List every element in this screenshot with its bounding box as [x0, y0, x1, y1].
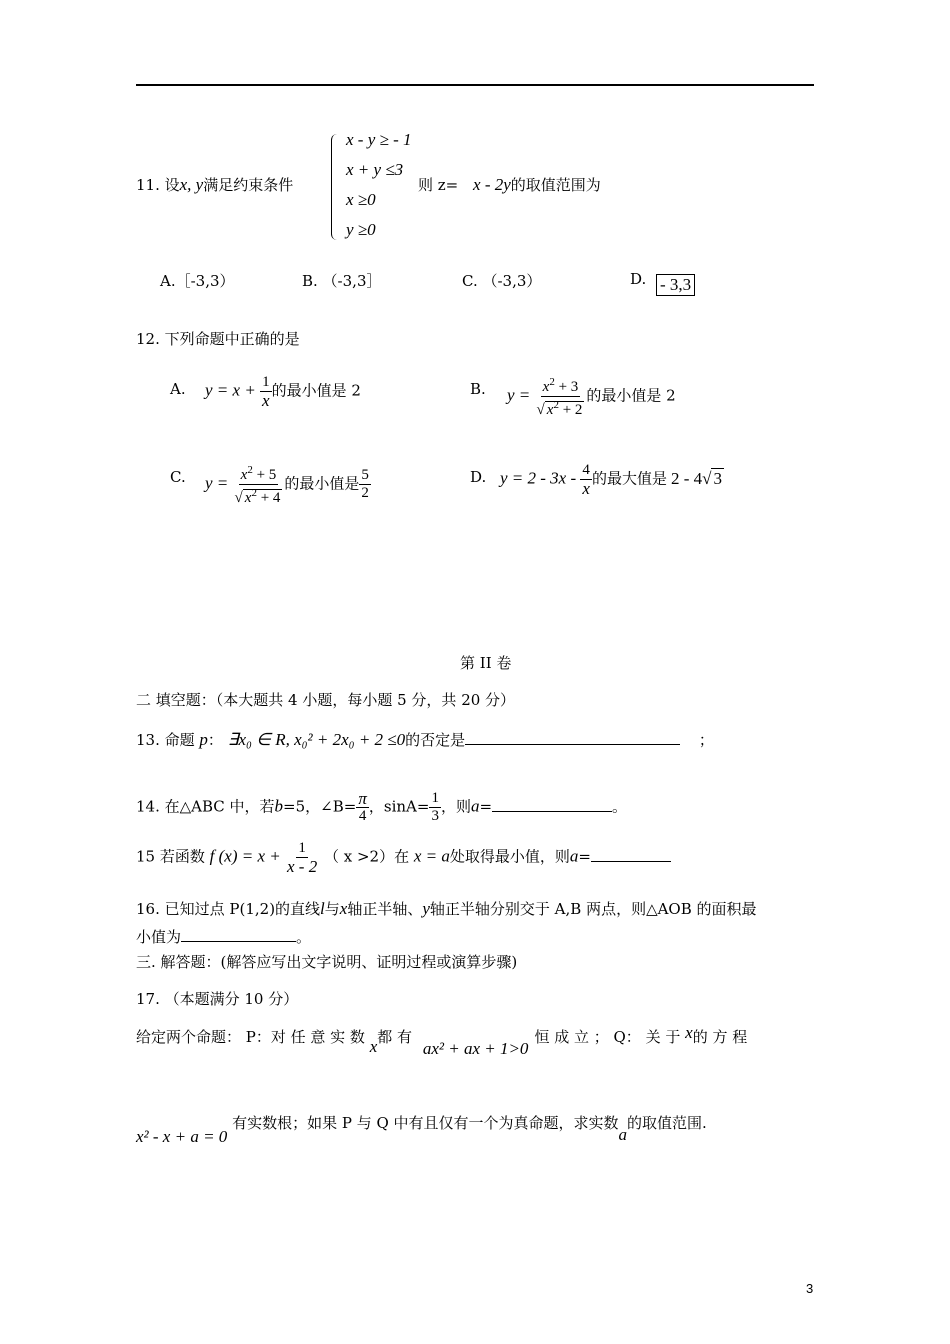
q12-b: y = $\frac{x^2 + 3}{√ x^2 + 2}$ 的最小值是 2	[507, 376, 676, 418]
q16-end: 。	[296, 928, 312, 946]
q17-title: 17. （本题满分 10 分）	[136, 990, 299, 1008]
q11-option-d-label: D.	[630, 270, 647, 288]
q14-b: b	[274, 796, 284, 816]
q12-c-label: C.	[170, 468, 186, 486]
q12-b-label: B.	[470, 380, 486, 398]
q17-line1	[136, 1023, 748, 1058]
q16-l: l	[320, 899, 325, 918]
q11-option-c: C. （-3,3）	[462, 272, 542, 290]
q13-statement: ∃x₀ ∈ R, x₀² + 2x₀ + 2 ≤0	[227, 730, 406, 749]
q16-line1	[136, 898, 757, 919]
q11-text-end: 的取值范围为	[510, 176, 601, 194]
q17-text-d: 的 方 程	[692, 1028, 748, 1046]
q12-d-label: D.	[470, 468, 487, 486]
q14-angle: ∠B=	[320, 797, 357, 816]
q12-c-suffix: 的最小值是	[284, 474, 360, 493]
q13-end: ；	[698, 731, 714, 749]
q11-expr: x - 2y	[473, 175, 511, 194]
q15-eq: =	[578, 847, 591, 866]
q14-then: ，则	[440, 797, 471, 816]
q17-x2: x	[685, 1023, 693, 1042]
header-rule	[136, 84, 814, 86]
q14-sin: ，sinA=	[368, 797, 430, 816]
q12-d-suffix: 的最大值是	[591, 469, 667, 488]
q15-xa: x = a	[413, 846, 450, 866]
q12-title: 12. 下列命题中正确的是	[136, 330, 300, 348]
q15-cond: （ x >2）在	[323, 847, 410, 866]
q16-x: x	[339, 899, 348, 918]
q17-x1: x	[369, 1037, 378, 1056]
q14-prefix: 14. 在△ABC 中，若	[136, 797, 275, 816]
q14-eq: =	[479, 797, 493, 816]
q17-text-l2: 有实数根；如果 P 与 Q 中有且仅有一个为真命题，求实数	[232, 1114, 619, 1132]
q14-a: a	[470, 796, 480, 816]
q11-number: 11. 设	[136, 176, 180, 194]
q12-a: y = x + $\frac{1}{x}$ 的最小值是 2	[205, 374, 361, 410]
q16-line2-text: 小值为	[136, 928, 182, 946]
q11-target	[418, 174, 601, 195]
q11-option-a: A.［-3,3）	[160, 272, 235, 290]
q15-mid: 处取得最小值，则	[449, 847, 570, 866]
section3-title: 三. 解答题：(解答应写出文字说明、证明过程或演算步骤)	[136, 953, 518, 971]
q13-answer-blank[interactable]	[465, 744, 680, 745]
constraint-3: x ≥0	[346, 190, 376, 209]
q16-text-a: 16. 已知过点 P(1,2)的直线	[136, 900, 321, 918]
q16-line2	[136, 926, 311, 947]
q17-text-a: 给定两个命题： P：对 任 意 实 数	[136, 1028, 365, 1046]
q17-eqn: x² - x + a = 0	[136, 1127, 228, 1146]
q13-colon: ：	[207, 731, 223, 749]
q12-c: y = $\frac{x^2 + 5}{√ x^2 + 4}$ 的最小值是 $\frac{5}{2}$	[205, 464, 369, 506]
q15: 15 若函数 f (x) = x + $\frac{1}{x - 2}$ （ x >2）在 x = a处取得最小值，则a=	[136, 840, 671, 875]
q17-line2	[136, 1112, 707, 1146]
constraint-4: y ≥0	[346, 220, 376, 239]
q11-option-b: B. （-3,3］	[302, 272, 382, 290]
q16-text-b: 与	[324, 900, 340, 918]
q14-answer-blank[interactable]	[492, 811, 612, 812]
q17-text-end: 的取值范围.	[627, 1114, 707, 1132]
q17-text-c: 恒 成 立 ； Q： 关 于	[534, 1028, 681, 1046]
q16-text-c: 轴正半轴、	[347, 900, 423, 918]
q12-a-suffix: 的最小值是 2	[271, 381, 361, 400]
q16-text-d: 轴正半轴分别交于 A,B 两点，则△AOB 的面积最	[429, 900, 757, 918]
q16-y: y	[422, 899, 430, 918]
q14: 14. 在△ABC 中，若b=5，∠B= $\frac{\pi}{4}$ ，sinA= $\frac{1}{3}$ ，则a= 。	[136, 789, 628, 824]
q13-p: p	[199, 730, 208, 749]
q13-prefix: 13. 命题	[136, 731, 195, 749]
constraint-1: x - y ≥ - 1	[346, 130, 412, 149]
q15-prefix: 15 若函数	[136, 847, 205, 866]
q11-text: 满足约束条件	[203, 176, 294, 194]
q11-z: 则 z=	[418, 176, 459, 194]
q11-option-d-value: - 3,3	[656, 274, 695, 296]
q11-stem	[136, 174, 293, 195]
q14-end: 。	[612, 797, 628, 816]
q13-suffix: 的否定是	[405, 731, 466, 749]
q16-answer-blank[interactable]	[181, 941, 296, 942]
q13	[136, 729, 714, 750]
q12-a-label: A.	[170, 380, 186, 398]
q17-text-b: 都 有	[377, 1028, 413, 1046]
q12-b-suffix: 的最小值是 2	[586, 386, 676, 405]
q11-vars: x, y	[179, 175, 204, 194]
section2-title: 二 填空题：（本大题共 4 小题，每小题 5 分，共 20 分）	[136, 691, 516, 709]
constraint-2: x + y ≤3	[346, 160, 404, 179]
q17-ineq: ax² + ax + 1>0	[422, 1039, 529, 1058]
q15-a: a	[569, 846, 579, 866]
q12-d: y = 2 - 3x - $\frac{4}{x}$ 的最大值是 2 - 4√ 3	[500, 462, 722, 498]
q14-b-val: =5，	[283, 797, 321, 816]
page-number: 3	[806, 1281, 814, 1296]
q15-answer-blank[interactable]	[591, 861, 671, 862]
part2-title: 第 II 卷	[460, 654, 512, 672]
q11-brace	[331, 134, 340, 240]
q17-a: a	[618, 1125, 628, 1144]
q11-option-d	[656, 274, 695, 296]
